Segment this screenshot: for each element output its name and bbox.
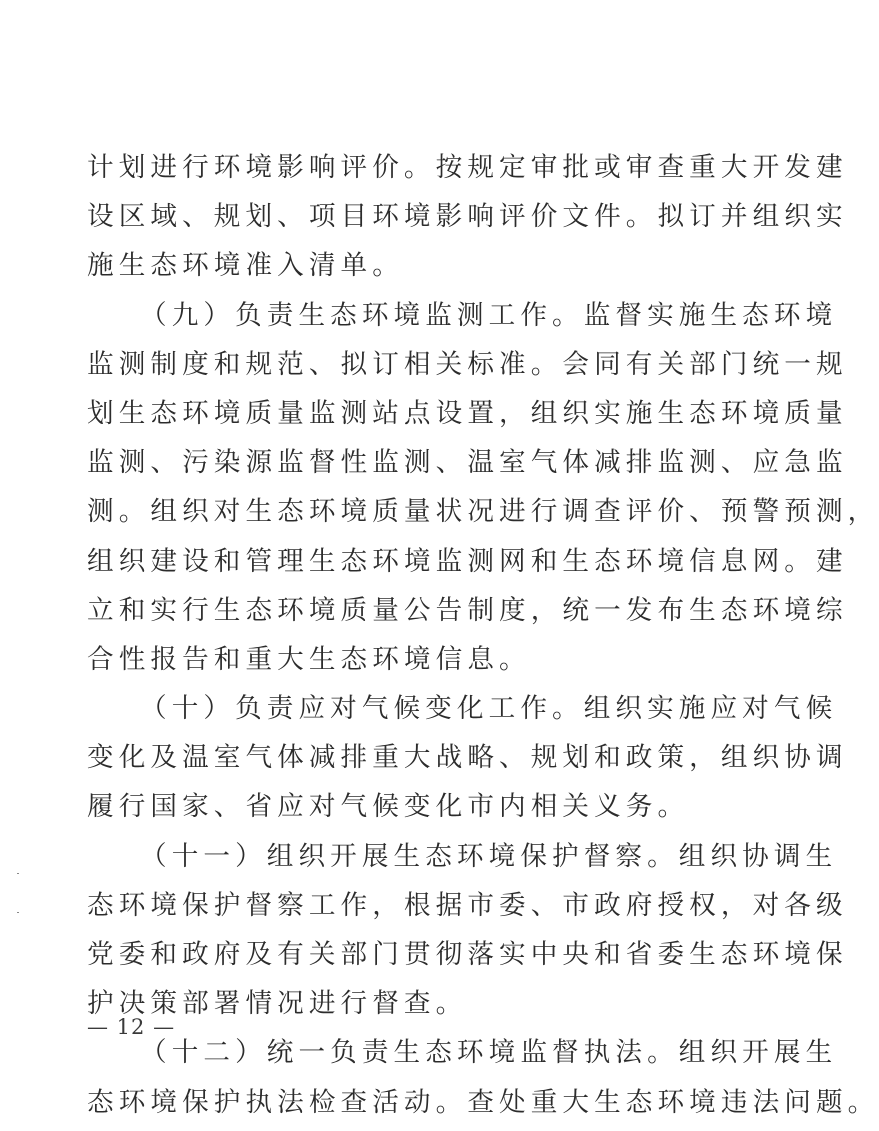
text-line: 态环境保护督察工作，根据市委、市政府授权，对各级 (87, 889, 848, 921)
text-line: 履行国家、省应对气候变化市内相关义务。 (87, 791, 690, 823)
text-line: 立和实行生态环境质量公告制度，统一发布生态环境综 (87, 594, 848, 626)
text-line: 合性报告和重大生态环境信息。 (87, 643, 531, 675)
text-line: 划生态环境质量监测站点设置，组织实施生态环境质量 (87, 397, 848, 429)
page-number: — 12 — (87, 1015, 176, 1039)
text-line: 施生态环境准入清单。 (87, 250, 404, 282)
text-line: 监测、污染源监督性监测、温室气体减排监测、应急监 (87, 447, 848, 479)
body-text (87, 143, 879, 1127)
binding-mark (17, 873, 19, 874)
text-line: 态环境保护执法检查活动。查处重大生态环境违法问题。 (87, 1086, 879, 1118)
text-line: 计划进行环境影响评价。按规定审批或审查重大开发建 (87, 152, 848, 183)
section-heading-line: （十二）统一负责生态环境监督执法。组织开展生 (140, 1037, 838, 1069)
section-heading-line: （九）负责生态环境监测工作。监督实施生态环境 (140, 299, 838, 331)
text-line: 护决策部署情况进行督查。 (87, 988, 468, 1020)
text-line: 测。组织对生态环境质量状况进行调查评价、预警预测， (87, 496, 879, 528)
text-line: 监测制度和规范、拟订相关标准。会同有关部门统一规 (87, 348, 848, 380)
text-line: 变化及温室气体减排重大战略、规划和政策，组织协调 (87, 742, 848, 774)
section-heading-line: （十一）组织开展生态环境保护督察。组织协调生 (140, 840, 838, 872)
text-line: 设区域、规划、项目环境影响评价文件。拟订并组织实 (87, 201, 848, 233)
text-line: 组织建设和管理生态环境监测网和生态环境信息网。建 (87, 545, 848, 577)
section-heading-line: （十）负责应对气候变化工作。组织实施应对气候 (140, 693, 838, 725)
text-line: 党委和政府及有关部门贯彻落实中央和省委生态环境保 (87, 939, 848, 970)
binding-mark (17, 912, 19, 913)
